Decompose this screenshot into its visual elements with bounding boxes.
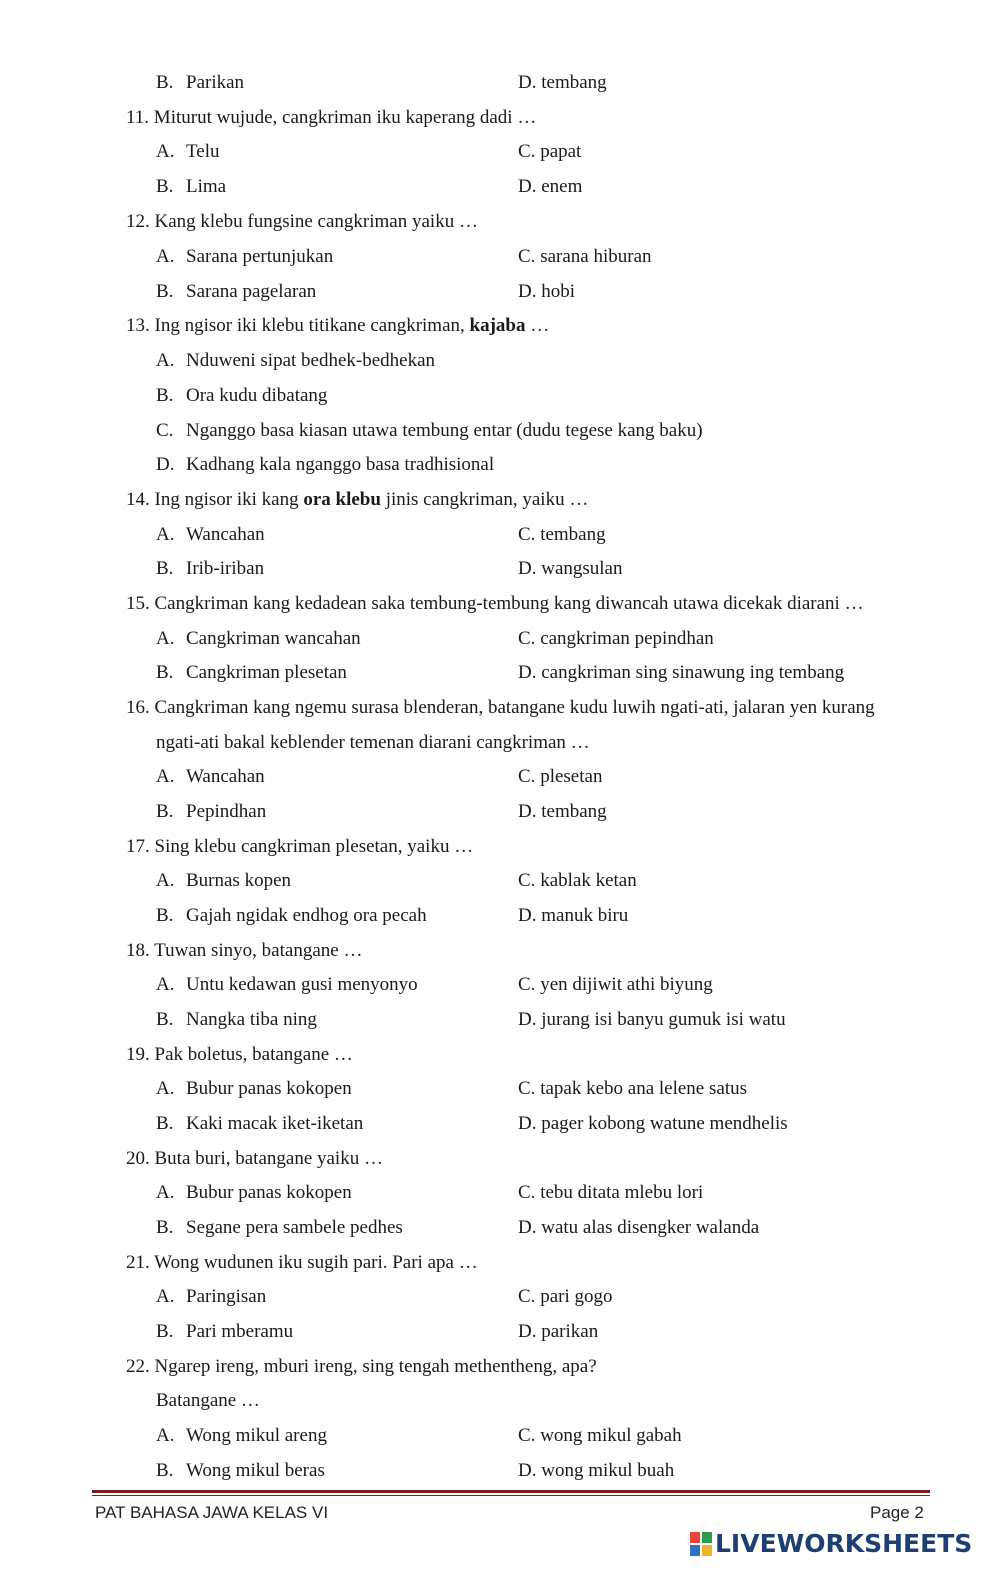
question-20: 20. Buta buri, batangane yaiku … [126, 1148, 383, 1169]
q11-option-b: B. Lima [156, 176, 227, 197]
q22-option-c: C. wong mikul gabah [518, 1425, 682, 1446]
question-15: 15. Cangkriman kang kedadean saka tembung-tembung kang diwancah utawa dicekak diarani … [126, 593, 864, 614]
q21-option-b: B. Pari mberamu [156, 1321, 294, 1342]
q16-option-d: D. tembang [518, 801, 607, 822]
q12-option-b: B. Sarana pagelaran [156, 281, 317, 302]
q22-option-d: D. wong mikul buah [518, 1460, 675, 1481]
q13-option-b: B. Ora kudu dibatang [156, 385, 328, 406]
q19-option-b: B. Kaki macak iket-iketan [156, 1113, 364, 1134]
q21-option-d: D. parikan [518, 1321, 599, 1342]
q17-option-d: D. manuk biru [518, 905, 629, 926]
q16-option-b: B. Pepindhan [156, 801, 267, 822]
q12-option-a: A. Sarana pertunjukan [156, 246, 334, 267]
brand-name: LIVEWORKSHEETS [715, 1529, 973, 1558]
footer-rule-thick [92, 1490, 930, 1493]
question-17: 17. Sing klebu cangkriman plesetan, yaiku … [126, 836, 474, 857]
q21-option-a: A. Paringisan [156, 1286, 267, 1307]
q19-option-c: C. tapak kebo ana lelene satus [518, 1078, 747, 1099]
q16-option-a: A. Wancahan [156, 766, 265, 787]
question-22: 22. Ngarep ireng, mburi ireng, sing tengah methentheng, apa? [126, 1356, 597, 1377]
q14-option-a: A. Wancahan [156, 524, 265, 545]
q20-option-a: A. Bubur panas kokopen [156, 1182, 352, 1203]
q22-option-a: A. Wong mikul areng [156, 1425, 327, 1446]
liveworksheets-logo-icon [690, 1532, 712, 1556]
question-14: 14. Ing ngisor iki kang ora klebu jinis cangkriman, yaiku … [126, 489, 589, 510]
q21-option-c: C. pari gogo [518, 1286, 613, 1307]
q19-option-a: A. Bubur panas kokopen [156, 1078, 352, 1099]
question-18: 18. Tuwan sinyo, batangane … [126, 940, 363, 961]
footer-rule-thin [92, 1495, 930, 1496]
q16-option-c: C. plesetan [518, 766, 603, 787]
question-12: 12. Kang klebu fungsine cangkriman yaiku … [126, 211, 478, 232]
q22-option-b: B. Wong mikul beras [156, 1460, 325, 1481]
q14-option-b: B. Irib-iriban [156, 558, 265, 579]
q14-option-c: C. tembang [518, 524, 606, 545]
q20-option-d: D. watu alas disengker walanda [518, 1217, 760, 1238]
question-16-continuation: ngati-ati bakal keblender temenan diarani cangkriman … [156, 732, 590, 753]
q14-option-d: D. wangsulan [518, 558, 623, 579]
q17-option-c: C. kablak ketan [518, 870, 637, 891]
q15-option-d: D. cangkriman sing sinawung ing tembang [518, 662, 845, 683]
q15-option-a: A. Cangkriman wancahan [156, 628, 361, 649]
q18-option-b: B. Nangka tiba ning [156, 1009, 317, 1030]
q13-option-c: C. Nganggo basa kiasan utawa tembung entar (dudu tegese kang baku) [156, 420, 703, 441]
footer-title: PAT BAHASA JAWA KELAS VI [95, 1503, 329, 1522]
q13-option-d: D. Kadhang kala nganggo basa tradhisional [156, 454, 495, 475]
question-21: 21. Wong wudunen iku sugih pari. Pari apa … [126, 1252, 478, 1273]
q20-option-b: B. Segane pera sambele pedhes [156, 1217, 403, 1238]
question-11: 11. Miturut wujude, cangkriman iku kaperang dadi … [126, 107, 537, 128]
q20-option-c: C. tebu ditata mlebu lori [518, 1182, 704, 1203]
q12-option-c: C. sarana hiburan [518, 246, 652, 267]
liveworksheets-brand[interactable] [690, 1529, 972, 1559]
q11-option-d: D. enem [518, 176, 583, 197]
q19-option-d: D. pager kobong watune mendhelis [518, 1113, 788, 1134]
q15-option-b: B. Cangkriman plesetan [156, 662, 347, 683]
q18-option-a: A. Untu kedawan gusi menyonyo [156, 974, 418, 995]
question-19: 19. Pak boletus, batangane … [126, 1044, 353, 1065]
q18-option-c: C. yen dijiwit athi biyung [518, 974, 713, 995]
q18-option-d: D. jurang isi banyu gumuk isi watu [518, 1009, 786, 1030]
q12-option-d: D. hobi [518, 281, 576, 302]
question-13: 13. Ing ngisor iki klebu titikane cangkriman, kajaba … [126, 315, 550, 336]
question-16: 16. Cangkriman kang ngemu surasa blenderan, batangane kudu luwih ngati-ati, jalaran yen kurang [126, 697, 875, 718]
q15-option-c: C. cangkriman pepindhan [518, 628, 714, 649]
q11-option-a: A. Telu [156, 141, 220, 162]
q17-option-a: A. Burnas kopen [156, 870, 292, 891]
page-number: Page 2 [870, 1503, 924, 1522]
q11-option-c: C. papat [518, 141, 582, 162]
q10-option-d: D. tembang [518, 72, 607, 93]
question-22-continuation: Batangane … [156, 1390, 260, 1411]
q17-option-b: B. Gajah ngidak endhog ora pecah [156, 905, 427, 926]
q13-option-a: A. Nduweni sipat bedhek-bedhekan [156, 350, 436, 371]
q10-option-b: B. Parikan [156, 72, 245, 93]
